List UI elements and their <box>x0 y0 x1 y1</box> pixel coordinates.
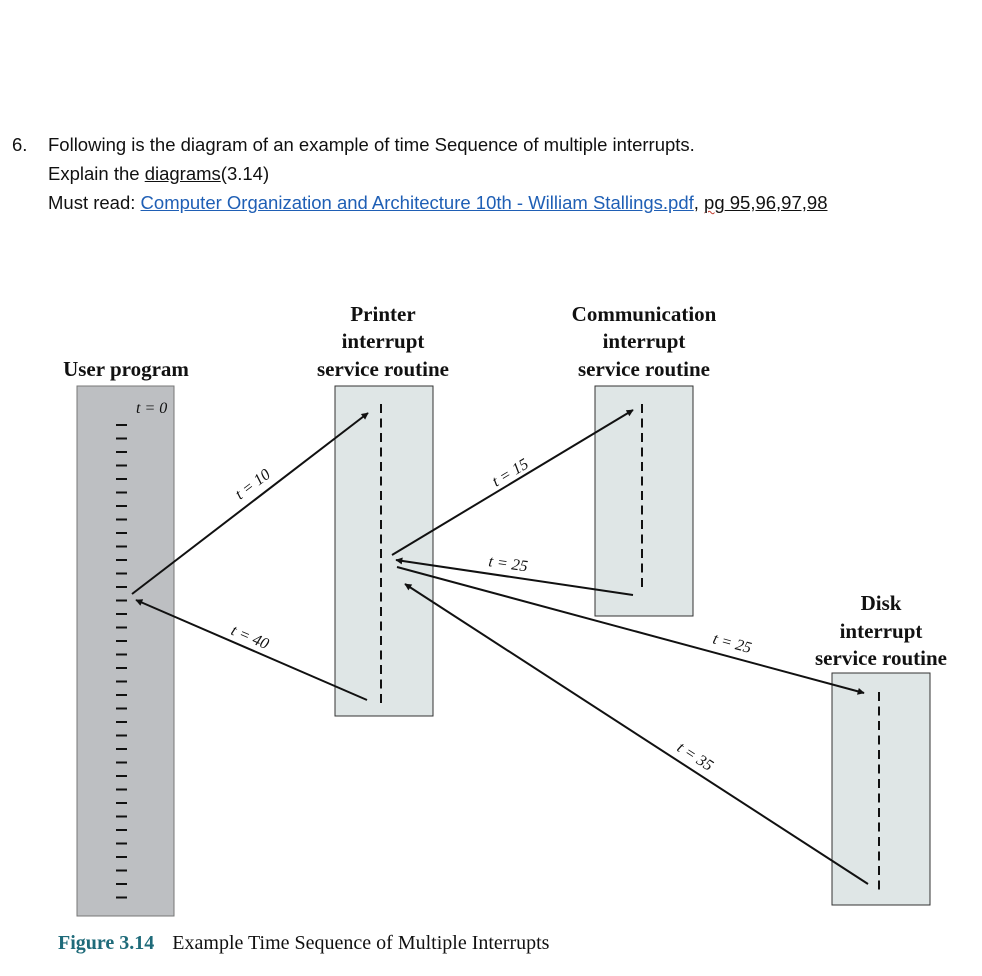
disk-label <box>815 591 947 670</box>
comm-label <box>572 302 717 381</box>
question-number: 6. <box>12 134 28 155</box>
line2-suffix: (3.14) <box>220 163 270 184</box>
t15-label: t = 15 <box>489 455 532 491</box>
t25-comm-label: t = 25 <box>487 553 529 576</box>
comm-label-line2: interrupt <box>602 329 686 353</box>
t25-disk-label: t = 25 <box>710 630 754 658</box>
printer-label-line3: service routine <box>317 357 449 381</box>
page-numbers: 95,96,97,98 <box>724 192 828 213</box>
caption-figure-number: Figure 3.14 <box>58 932 155 954</box>
printer-isr-box <box>335 386 433 716</box>
line3-sep: , <box>693 192 705 213</box>
disk-label-line1: Disk <box>860 591 902 615</box>
comm-label-line3: service routine <box>578 357 710 381</box>
t35-label: t = 35 <box>673 739 716 775</box>
disk-label-line2: interrupt <box>839 619 923 643</box>
printer-label <box>317 302 449 381</box>
t0-label: t = 0 <box>136 400 168 417</box>
t40-label: t = 40 <box>228 622 272 654</box>
book-link[interactable]: Computer Organization and Architecture 10th - William Stallings.pdf <box>140 192 694 213</box>
disk-label-line3: service routine <box>815 646 947 670</box>
comm-label-line1: Communication <box>571 302 717 326</box>
must-read-label: Must read: <box>48 192 141 213</box>
printer-label-line2: interrupt <box>341 329 425 353</box>
figure-caption <box>58 932 550 954</box>
line2-prefix: Explain the <box>48 163 145 184</box>
t10-label: t = 10 <box>232 465 274 504</box>
user-program-label: User program <box>63 357 189 381</box>
caption-text: Example Time Sequence of Multiple Interrupts <box>172 932 550 954</box>
printer-label-line1: Printer <box>350 302 416 326</box>
pg-word: pg <box>704 192 725 213</box>
diagrams-word: diagrams <box>144 163 221 184</box>
arrow-disk-to-printer <box>405 584 868 884</box>
comm-isr-box <box>595 386 693 616</box>
question-line-1: Following is the diagram of an example of time Sequence of multiple interrupts. <box>48 134 695 155</box>
